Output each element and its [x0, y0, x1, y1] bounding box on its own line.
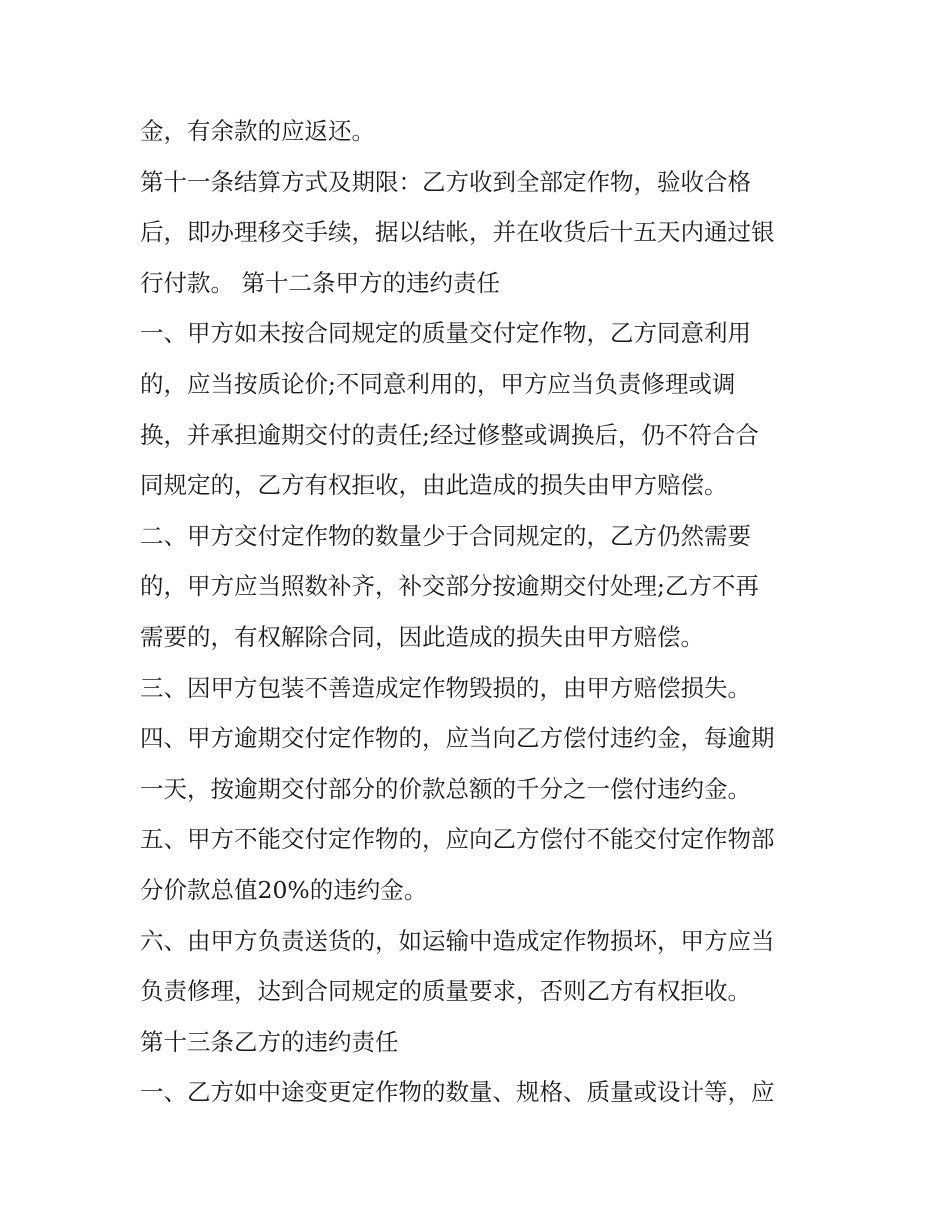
text-line: 金，有余款的应返还。: [140, 117, 375, 145]
text-line: 分价款总值20%的违约金。: [140, 875, 428, 904]
text-line: 第十一条结算方式及期限：乙方收到全部定作物，验收合格: [140, 167, 751, 196]
text-line: 四、甲方逾期交付定作物的，应当向乙方偿付违约金，每逾期: [140, 724, 775, 753]
text-line: 一、乙方如中途变更定作物的数量、规格、质量或设计等，应: [140, 1078, 775, 1107]
document-body: [140, 106, 820, 1118]
text-line: 的，应当按质论价;不同意利用的，甲方应当负责修理或调: [140, 369, 736, 398]
text-line: 需要的，有权解除合同，因此造成的损失由甲方赔偿。: [140, 622, 704, 651]
text-line: 二、甲方交付定作物的数量少于合同规定的，乙方仍然需要: [140, 521, 751, 550]
text-line: 负责修理，达到合同规定的质量要求，否则乙方有权拒收。: [140, 977, 751, 1006]
text-line: 行付款。 第十二条甲方的违约责任: [140, 268, 500, 297]
text-line: 三、因甲方包装不善造成定作物毁损的，由甲方赔偿损失。: [140, 673, 751, 702]
text-line: 五、甲方不能交付定作物的，应向乙方偿付不能交付定作物部: [140, 825, 775, 854]
text-line: 一天，按逾期交付部分的价款总额的千分之一偿付违约金。: [140, 774, 751, 803]
text-line: 同规定的，乙方有权拒收，由此造成的损失由甲方赔偿。: [140, 471, 728, 500]
text-line: 后，即办理移交手续，据以结帐，并在收货后十五天内通过银: [140, 218, 775, 247]
text-line: 一、甲方如未按合同规定的质量交付定作物，乙方同意利用: [140, 319, 751, 348]
text-line: 的，甲方应当照数补齐，补交部分按逾期交付处理;乙方不再: [140, 572, 759, 601]
text-line: 换，并承担逾期交付的责任;经过修整或调换后，仍不符合合: [140, 420, 759, 449]
text-line: 第十三条乙方的违约责任: [140, 1027, 399, 1056]
text-line: 六、由甲方负责送货的，如运输中造成定作物损坏，甲方应当: [140, 926, 775, 955]
